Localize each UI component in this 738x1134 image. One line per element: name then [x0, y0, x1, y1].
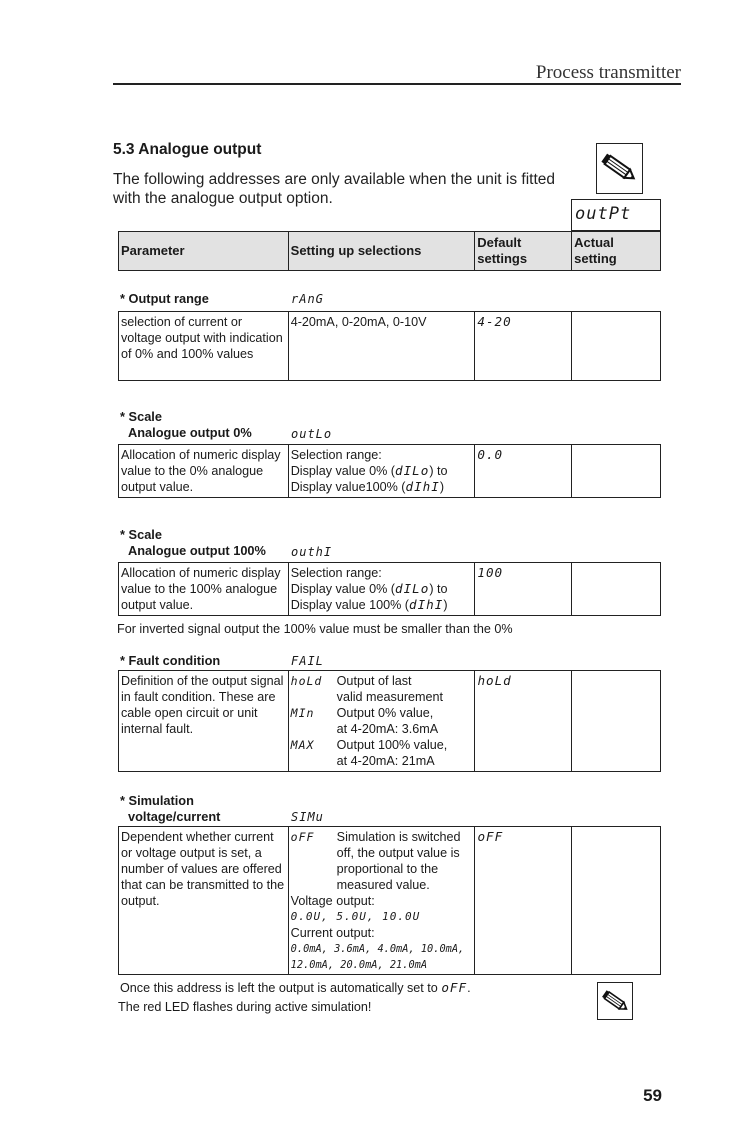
selection-line	[291, 581, 473, 597]
pencil-icon	[596, 143, 643, 194]
scale-100-label	[120, 527, 266, 559]
table-row	[119, 312, 661, 381]
actual-setting	[572, 671, 661, 772]
simulation-code: SIMu	[291, 810, 324, 824]
scale-100-table	[118, 562, 661, 616]
note-text: .	[467, 981, 471, 995]
simulation-label	[120, 793, 220, 825]
selection-line: Selection range:	[290, 448, 382, 462]
selection-text: Display value 100% (	[290, 598, 410, 612]
scale-100-label-line2: Analogue output 100%	[128, 543, 266, 558]
simulation-note-auto-off	[120, 980, 471, 995]
default-value: 100	[475, 563, 572, 616]
param-description: Allocation of numeric display value to the 100% analogue output value.	[119, 563, 289, 616]
simulation-note-led: The red LED flashes during active simulation!	[118, 1000, 372, 1014]
option-text	[337, 673, 443, 705]
col-actual: Actual setting	[572, 232, 661, 271]
setting-selections	[288, 827, 475, 975]
table-row	[119, 445, 661, 498]
param-description: Definition of the output signal in fault condition. These are cable open circuit or unit internal fault.	[119, 671, 289, 772]
scale-100-code: outhI	[291, 545, 333, 559]
option-text-line: valid measurement	[336, 690, 444, 704]
param-description: selection of current or voltage output with indication of 0% and 100% values	[119, 312, 289, 381]
col-setting-up: Setting up selections	[288, 232, 475, 271]
option-text-line: at 4-20mA: 3.6mA	[336, 722, 439, 736]
default-value: hoLd	[475, 671, 572, 772]
setting-selections	[288, 563, 475, 616]
actual-setting	[572, 312, 661, 381]
scale-0-code: outLo	[291, 427, 333, 441]
selection-code: dILo	[395, 463, 430, 478]
selection-text: Display value 0% (	[290, 464, 395, 478]
actual-setting	[572, 827, 661, 975]
selection-code: dILo	[395, 581, 430, 596]
setting-selections: 4-20mA, 0-20mA, 0-10V	[288, 312, 475, 381]
param-description: Dependent whether current or voltage output is set, a number of values are offered that can be transmitted to the output.	[119, 827, 289, 975]
param-description: Allocation of numeric display value to the 0% analogue output value.	[119, 445, 289, 498]
col-default: Default settings	[475, 232, 572, 271]
selection-line: Selection range:	[290, 566, 382, 580]
section-title: 5.3 Analogue output	[113, 141, 262, 158]
option-text-line: at 4-20mA: 21mA	[336, 754, 435, 768]
header-title: Process transmitter	[535, 62, 681, 83]
simulation-table	[118, 826, 661, 975]
table-header-row	[119, 232, 661, 271]
actual-setting	[572, 445, 661, 498]
output-range-table	[118, 311, 661, 381]
option-text-line: Output 100% value,	[336, 738, 448, 752]
selection-line	[291, 597, 473, 613]
fault-option-min	[291, 705, 473, 737]
selection-code: dIhI	[409, 597, 444, 612]
selection-line	[291, 463, 473, 479]
setting-selections	[288, 445, 475, 498]
inverted-signal-note: For inverted signal output the 100% value must be smaller than the 0%	[117, 622, 513, 636]
scale-100-label-line1: * Scale	[120, 527, 162, 542]
voltage-output-values: 0.0U, 5.0U, 10.0U	[290, 910, 421, 923]
current-output-values: 0.0mA, 3.6mA, 4.0mA, 10.0mA,	[290, 943, 465, 955]
page-number: 59	[643, 1086, 662, 1105]
fault-condition-code: FAIL	[291, 654, 324, 668]
current-output-label: Current output:	[290, 926, 375, 940]
voltage-output-label: Voltage output:	[290, 894, 375, 908]
selection-text: ) to	[429, 464, 448, 478]
option-text-line: Output 0% value,	[336, 706, 434, 720]
intro-text: The following addresses are only available when the unit is fitted with the analogue output option.	[113, 171, 556, 207]
scale-0-label	[120, 409, 252, 441]
selection-text: Display value 0% (	[290, 582, 395, 596]
output-range-code: rAnG	[291, 292, 324, 306]
option-code: hoLd	[290, 674, 323, 688]
note-code: oFF	[441, 980, 468, 995]
selection-line	[291, 479, 473, 495]
option-code: MIn	[290, 706, 315, 720]
fault-condition-table	[118, 670, 661, 772]
actual-setting	[572, 563, 661, 616]
fault-condition-label: * Fault condition	[120, 653, 221, 668]
setting-selections	[288, 671, 475, 772]
simulation-option-off	[291, 829, 473, 893]
default-value: oFF	[475, 827, 572, 975]
col-parameter: Parameter	[119, 232, 289, 271]
option-text-line: Output of last	[336, 674, 412, 688]
table-row	[119, 827, 661, 975]
scale-0-label-line2: Analogue output 0%	[128, 425, 252, 440]
selection-text: )	[443, 598, 448, 612]
table-row	[119, 671, 661, 772]
default-value: 0.0	[475, 445, 572, 498]
note-text: Once this address is left the output is automatically set to	[120, 981, 442, 995]
header-rule	[113, 83, 681, 85]
fault-option-hold	[291, 673, 473, 705]
scale-0-label-line1: * Scale	[120, 409, 162, 424]
option-code: oFF	[290, 830, 315, 844]
scale-0-table	[118, 444, 661, 498]
pencil-icon	[597, 982, 633, 1020]
default-value: 4-20	[475, 312, 572, 381]
table-row	[119, 563, 661, 616]
parameter-header-table	[118, 231, 661, 271]
selection-text: ) to	[429, 582, 448, 596]
address-code-box: outPt	[571, 199, 661, 231]
fault-option-max	[291, 737, 473, 769]
current-output-values: 12.0mA, 20.0mA, 21.0mA	[290, 959, 428, 971]
simulation-label-line2: voltage/current	[128, 809, 221, 824]
option-text	[337, 737, 448, 769]
output-range-label: * Output range	[120, 291, 209, 306]
selection-text: Display value100% (	[290, 480, 406, 494]
selection-code: dIhI	[405, 479, 440, 494]
option-code: MAX	[290, 738, 315, 752]
option-text	[337, 705, 439, 737]
simulation-label-line1: * Simulation	[120, 793, 194, 808]
selection-text: )	[439, 480, 445, 494]
option-text: Simulation is switched off, the output value is proportional to the measured value.	[336, 830, 461, 892]
